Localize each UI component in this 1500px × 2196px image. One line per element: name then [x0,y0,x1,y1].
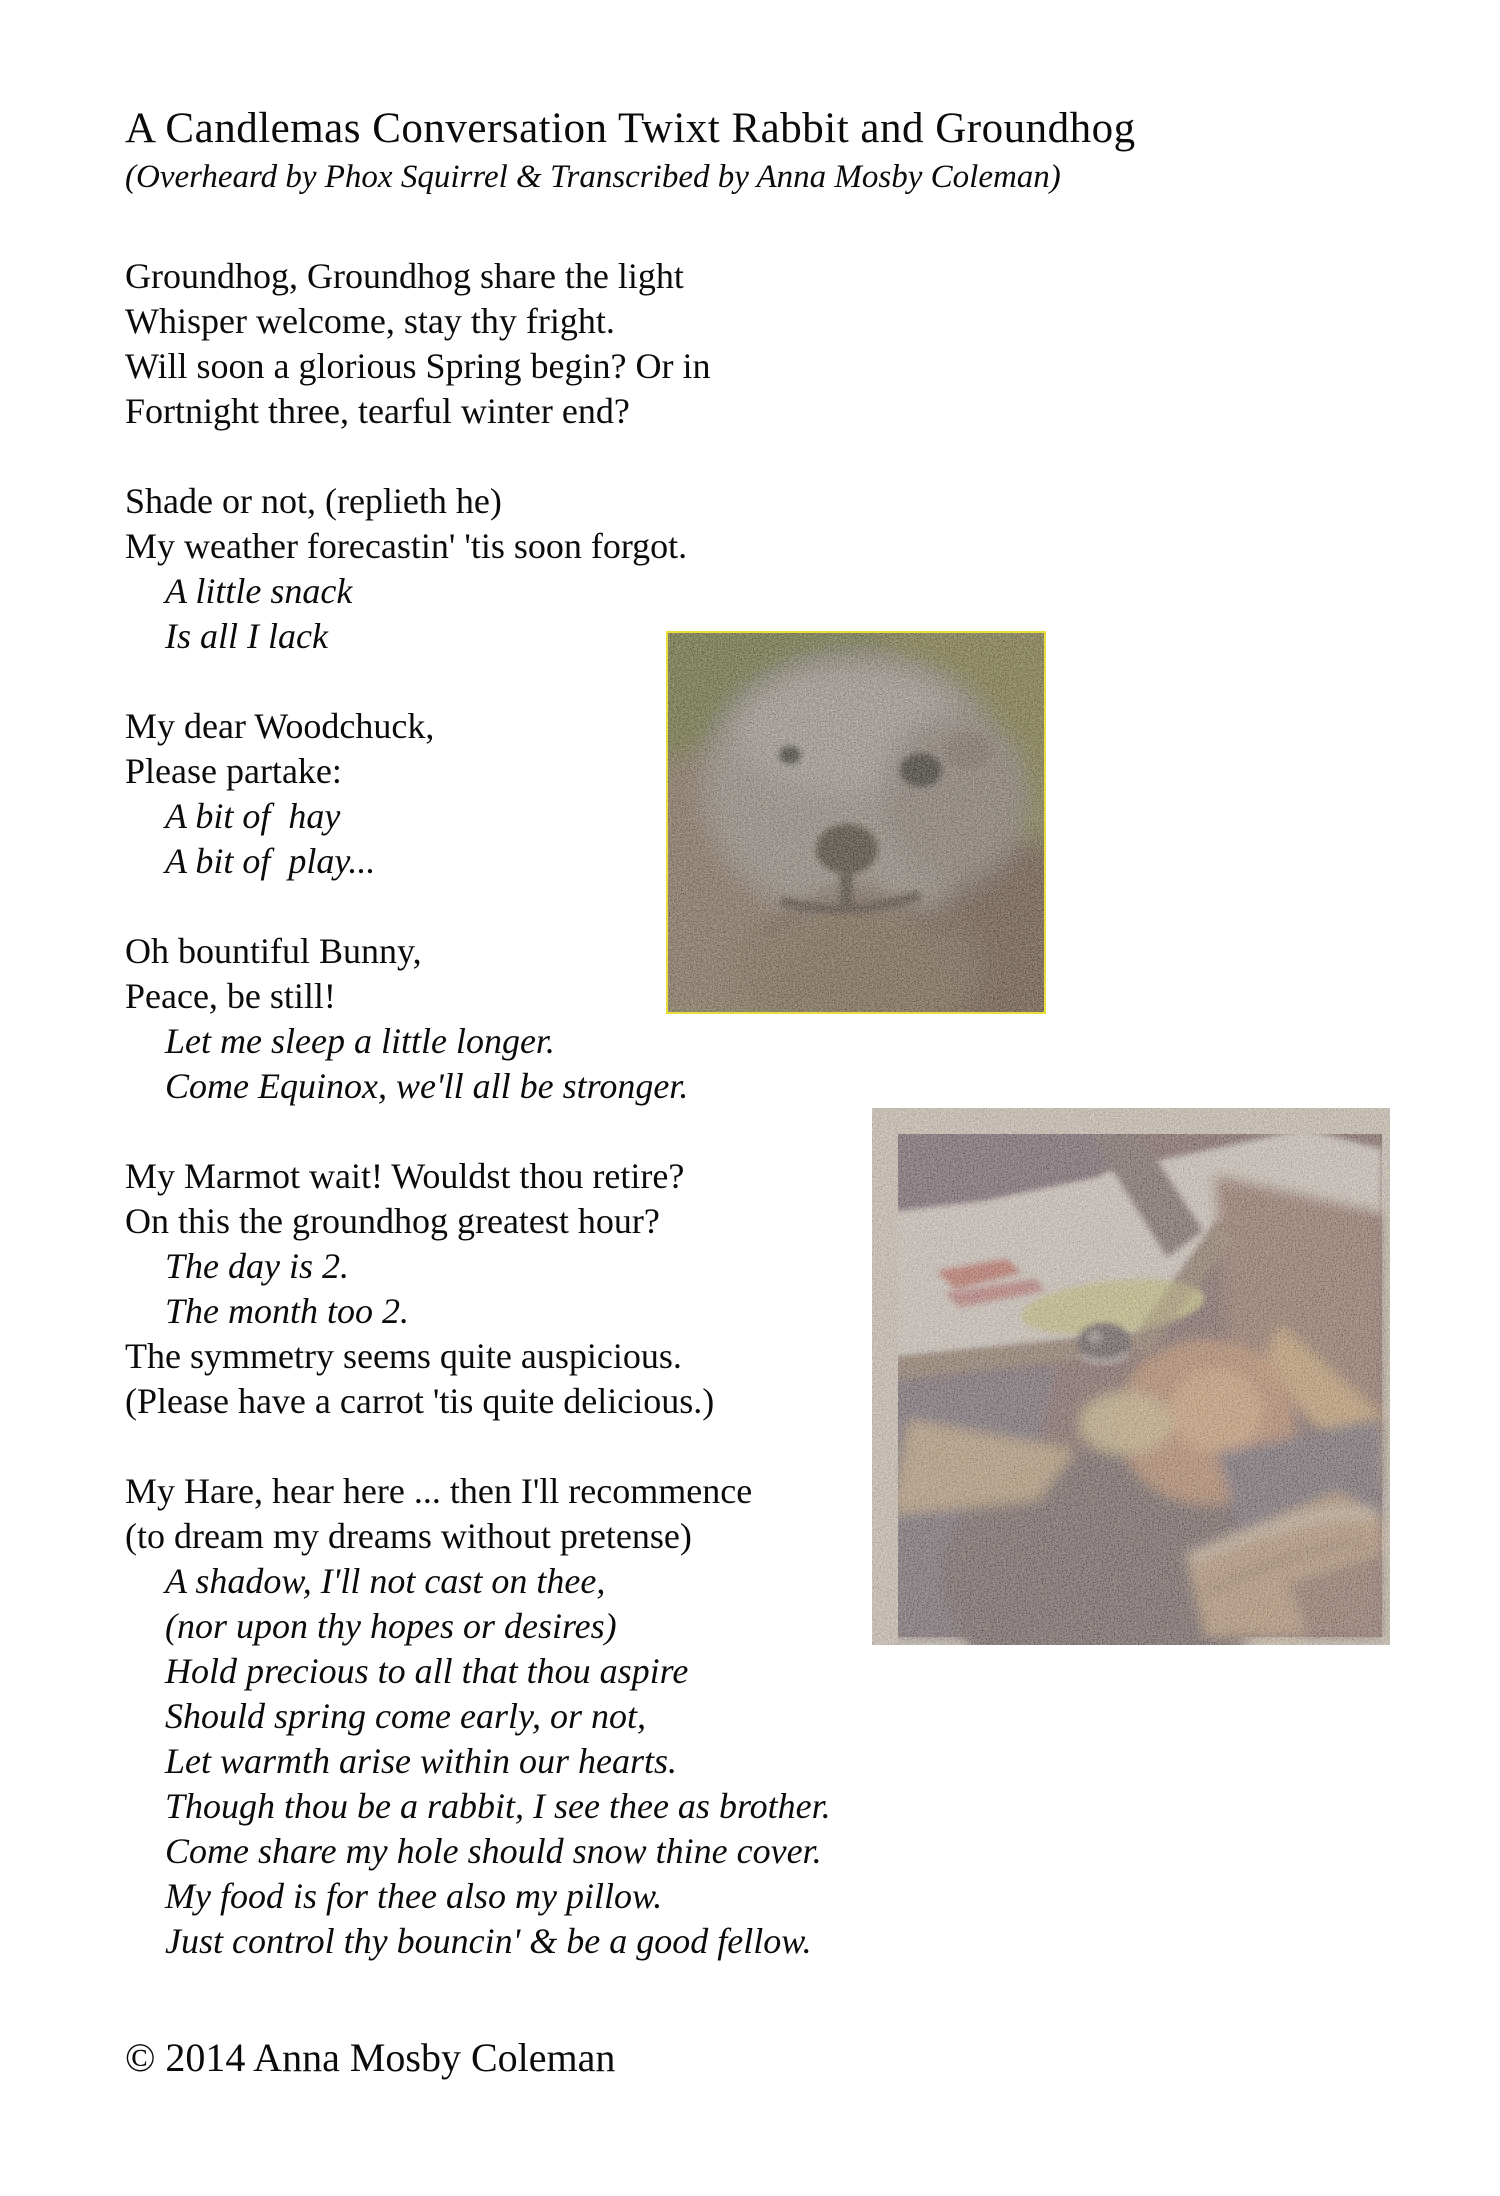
poem-line: A bit of play... [165,841,376,881]
rabbit-painting-image [872,1108,1390,1645]
poem-line: A bit of hay [165,796,341,836]
poem-line: The symmetry seems quite auspicious. [125,1336,682,1376]
copyright-line: © 2014 Anna Mosby Coleman [125,2035,616,2080]
poem-line: Let warmth arise within our hearts. [165,1741,678,1781]
poem-subtitle: (Overheard by Phox Squirrel & Transcribed by Anna Mosby Coleman) [125,159,1061,195]
poem-line: Fortnight three, tearful winter end? [125,391,630,431]
poem-line: (Please have a carrot 'tis quite delicious.) [125,1381,715,1421]
poem-content [125,104,1385,2082]
groundhog-photo [666,631,1046,1014]
poem-line: (nor upon thy hopes or desires) [165,1606,617,1646]
poem-line: Come share my hole should snow thine cover. [165,1831,822,1871]
poem-line: Hold precious to all that thou aspire [165,1651,689,1691]
poem-line: Peace, be still! [125,976,336,1016]
poem-line: A little snack [165,571,353,611]
poem-line: Please partake: [125,751,342,791]
poem-line: Though thou be a rabbit, I see thee as brother. [165,1786,831,1826]
poem-line: On this the groundhog greatest hour? [125,1201,660,1241]
poem-line: Groundhog, Groundhog share the light [125,256,684,296]
poem-line: A shadow, I'll not cast on thee, [165,1561,606,1601]
poem-line: (to dream my dreams without pretense) [125,1516,692,1556]
poem-line: Oh bountiful Bunny, [125,931,422,971]
poem-line: My food is for thee also my pillow. [165,1876,663,1916]
poem-title: A Candlemas Conversation Twixt Rabbit and Groundhog [125,105,1136,152]
poem-line: Should spring come early, or not, [165,1696,646,1736]
poem-line: Shade or not, (replieth he) [125,481,502,521]
poem-line: The month too 2. [165,1291,410,1331]
poem-line: The day is 2. [165,1246,349,1286]
groundhog-photo-image [668,633,1044,1012]
poem-line: Come Equinox, we'll all be stronger. [165,1066,689,1106]
poem-line: My weather forecastin' 'tis soon forgot. [125,526,688,566]
rabbit-painting [872,1108,1390,1645]
poem-line: Just control thy bouncin' & be a good fellow. [165,1921,812,1961]
poem-line: My dear Woodchuck, [125,706,435,746]
poem-line: Let me sleep a little longer. [165,1021,555,1061]
poem-line: Whisper welcome, stay thy fright. [125,301,615,341]
poem-line: My Marmot wait! Wouldst thou retire? [125,1156,685,1196]
poem-line: My Hare, hear here ... then I'll recommence [125,1471,753,1511]
poem-line: Will soon a glorious Spring begin? Or in [125,346,711,386]
poem-line: Is all I lack [165,616,328,656]
poem-stanza [125,254,1385,434]
